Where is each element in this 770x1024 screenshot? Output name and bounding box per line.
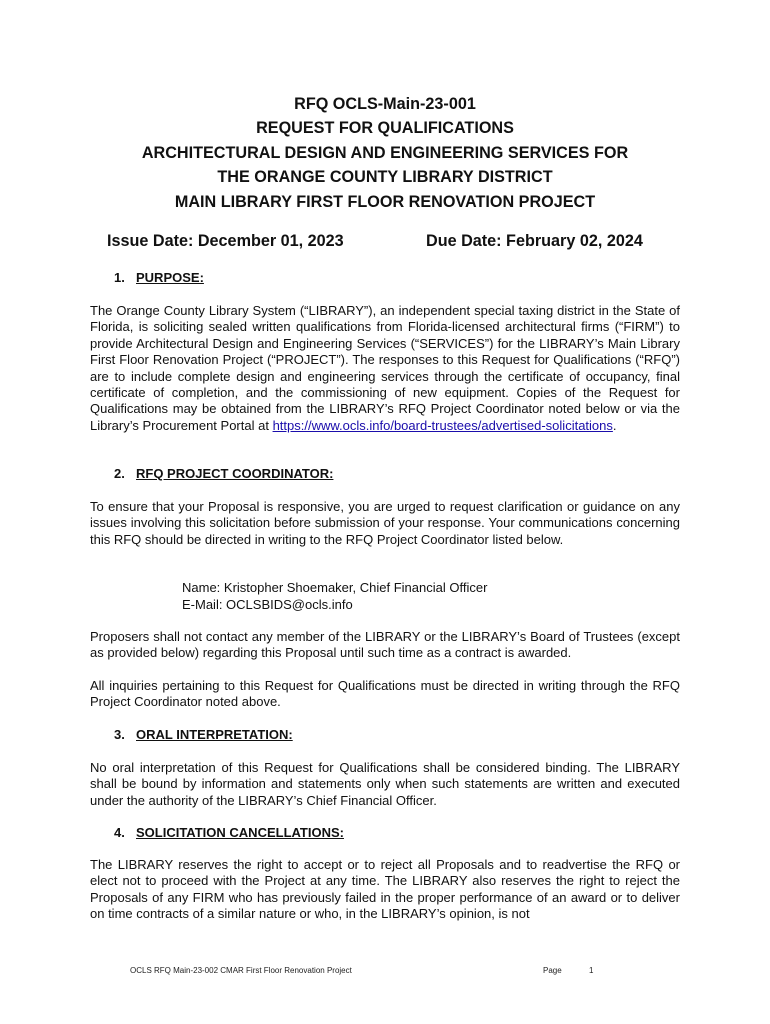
purpose-text: The Orange County Library System (“LIBRARY”), an independent special taxing district in the State of Florida, is soliciting sealed written qualifications from Florida-licensed architectural firms (“FIRM”) to provide Architectural Design and Engineering Services (“SERVICES”) for the LIBRARY’s Main Library First Floor Renovation Project (“PROJECT”). The responses to this Request for Qualifications (“RFQ”) are to include complete design and engineering services through the certificate of occupancy, final certificate of completion, and the commissioning of new equipment. Copies of the Request for Qualifications may be obtained from the LIBRARY’s RFQ Project Coordinator noted below or via the Library’s Procurement Portal at: [90, 303, 680, 433]
footer-document-name: OCLS RFQ Main-23-002 CMAR First Floor Renovation Project: [130, 966, 352, 975]
purpose-paragraph: [90, 303, 680, 434]
cancellations-paragraph: The LIBRARY reserves the right to accept or to reject all Proposals and to readvertise the RFQ or elect not to proceed with the Project at any time. The LIBRARY also reserves the right to reject the Proposals of any FIRM who has previously failed in the proper performance of an award or to deliver on time contracts of a similar nature or who, in the LIBRARY’s opinion, is not: [90, 857, 680, 922]
title-block: [60, 92, 710, 214]
coordinator-email: E-Mail: OCLSBIDS@ocls.info: [182, 597, 353, 612]
section-heading-purpose: [114, 270, 204, 285]
rfq-district: THE ORANGE COUNTY LIBRARY DISTRICT: [217, 168, 553, 187]
section-heading-coordinator: [114, 466, 333, 481]
oral-paragraph: No oral interpretation of this Request for Qualifications shall be considered binding. The LIBRARY shall be bound by information and statements only when such statements are written and executed under the authority of the LIBRARY’s Chief Financial Officer.: [90, 760, 680, 808]
inquiries-paragraph: All inquiries pertaining to this Request for Qualifications must be directed in writing through the RFQ Project Coordinator noted above.: [90, 678, 680, 710]
section-number: 2.: [114, 466, 125, 481]
due-date: Due Date: February 02, 2024: [426, 232, 643, 250]
section-title: PURPOSE:: [136, 270, 204, 285]
rfq-type: REQUEST FOR QUALIFICATIONS: [256, 119, 514, 138]
coordinator-paragraph: To ensure that your Proposal is responsive, you are urged to request clarification or guidance on any issues involving this solicitation before submission of your response. Your communications concerning this RFQ should be directed in writing to the RFQ Project Coordinator listed below.: [90, 499, 680, 547]
issue-date: Issue Date: December 01, 2023: [107, 232, 344, 250]
section-heading-cancellations: [114, 825, 344, 840]
coordinator-name: Name: Kristopher Shoemaker, Chief Financial Officer: [182, 580, 488, 595]
procurement-portal-link[interactable]: https://www.ocls.info/board-trustees/advertised-solicitations: [272, 417, 613, 433]
section-heading-oral: [114, 727, 293, 742]
contact-restriction-paragraph: Proposers shall not contact any member of the LIBRARY or the LIBRARY’s Board of Trustees (except as provided below) regarding this Proposal until such time as a contract is awarded.: [90, 629, 680, 661]
purpose-text-end: .: [612, 417, 617, 433]
section-title: RFQ PROJECT COORDINATOR:: [136, 466, 334, 481]
section-title: SOLICITATION CANCELLATIONS:: [136, 825, 344, 840]
section-number: 1.: [114, 270, 125, 285]
rfq-number: RFQ OCLS-Main-23-001: [294, 95, 476, 113]
section-title: ORAL INTERPRETATION:: [136, 727, 293, 742]
footer-page-number: 1: [589, 966, 594, 975]
rfq-services: ARCHITECTURAL DESIGN AND ENGINEERING SERVICES FOR: [141, 143, 629, 162]
footer-page-label: Page: [543, 966, 562, 975]
section-number: 3.: [114, 727, 125, 742]
rfq-project: MAIN LIBRARY FIRST FLOOR RENOVATION PROJECT: [174, 192, 596, 211]
section-number: 4.: [114, 825, 125, 840]
